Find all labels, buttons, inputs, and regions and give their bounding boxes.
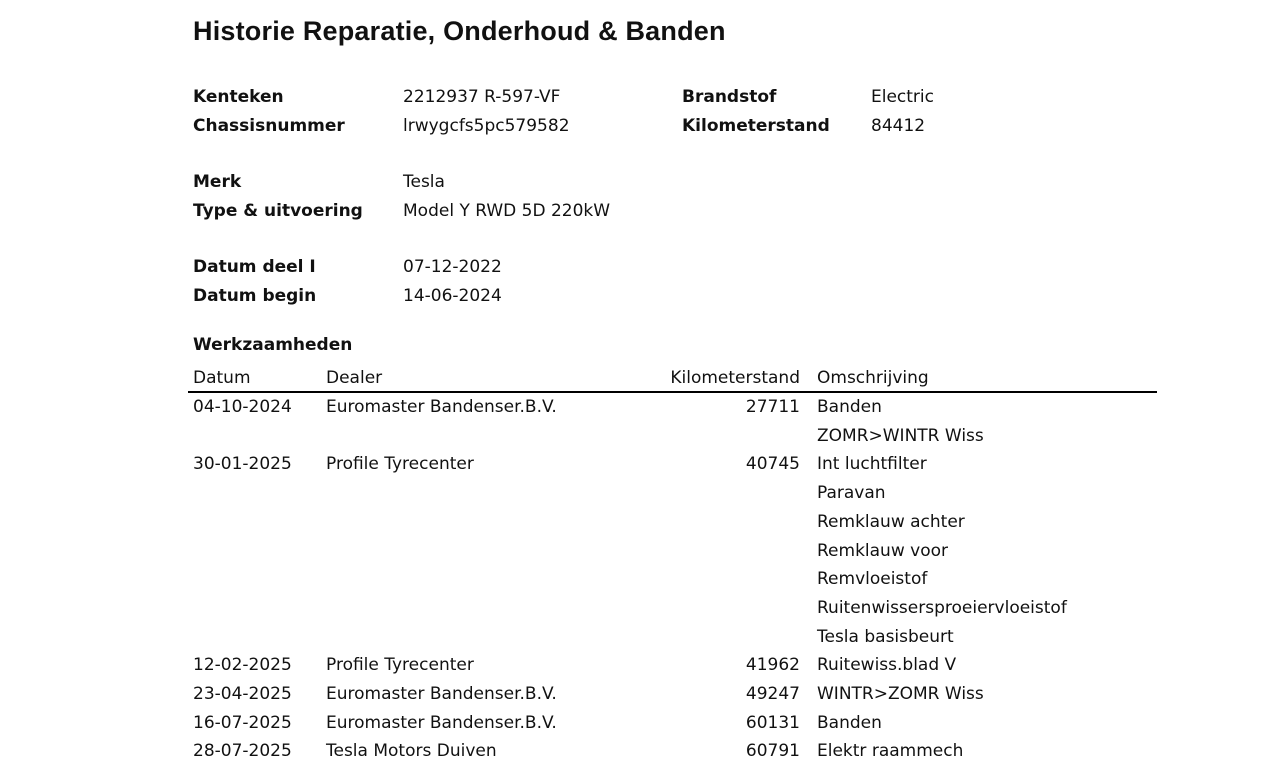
cell-omschrijving: Banden: [817, 397, 882, 417]
header-kilometerstand: Kilometerstand: [670, 368, 800, 388]
table-row: [0, 596, 1280, 625]
cell-datum: 30-01-2025: [193, 454, 292, 475]
cell-dealer: Tesla Motors Duiven: [326, 741, 497, 762]
cell-dealer: Profile Tyrecenter: [326, 655, 474, 676]
table-row: [0, 452, 1280, 481]
datum-begin-label: Datum begin: [193, 286, 317, 306]
cell-omschrijving: Remklauw achter: [817, 511, 965, 532]
cell-dealer: Euromaster Bandenser.B.V.: [326, 712, 557, 733]
table-row: [0, 682, 1280, 711]
cell-kilometerstand: 49247: [745, 684, 800, 704]
header-dealer: Dealer: [326, 368, 383, 388]
cell-datum: 12-02-2025: [193, 655, 292, 676]
cell-dealer: Euromaster Bandenser.B.V.: [326, 684, 557, 704]
page-title: Historie Reparatie, Onderhoud & Banden: [193, 16, 726, 46]
header-datum: Datum: [193, 368, 251, 388]
datum-deel-label: Datum deel I: [193, 257, 316, 277]
km-value: 84412: [871, 116, 926, 136]
table-row: [0, 539, 1280, 568]
cell-omschrijving: ZOMR>WINTR Wiss: [817, 425, 984, 446]
cell-datum: 23-04-2025: [193, 684, 292, 704]
kenteken-value: 2212937 R-597-VF: [403, 87, 561, 107]
cell-omschrijving: Remklauw voor: [817, 540, 948, 561]
cell-omschrijving: WINTR>ZOMR Wiss: [817, 684, 984, 704]
cell-omschrijving: Ruitewiss.blad V: [817, 655, 957, 676]
table-row: [0, 567, 1280, 596]
cell-omschrijving: Paravan: [817, 483, 886, 504]
table-row: [0, 625, 1280, 654]
table-row: [0, 711, 1280, 740]
cell-kilometerstand: 27711: [745, 397, 800, 417]
cell-omschrijving: Elektr raammech: [817, 741, 964, 762]
merk-label: Merk: [193, 172, 242, 192]
cell-datum: 28-07-2025: [193, 741, 292, 762]
header-divider: [188, 391, 1157, 393]
type-value: Model Y RWD 5D 220kW: [403, 201, 611, 221]
kenteken-label: Kenteken: [193, 87, 284, 107]
table-row: [0, 739, 1280, 768]
type-label: Type & uitvoering: [193, 201, 363, 221]
cell-dealer: Profile Tyrecenter: [326, 454, 474, 475]
table-row: [0, 395, 1280, 424]
chassis-label: Chassisnummer: [193, 116, 345, 136]
cell-omschrijving: Tesla basisbeurt: [817, 626, 954, 647]
cell-datum: 04-10-2024: [193, 397, 292, 417]
table-row: [0, 510, 1280, 539]
table-row: [0, 424, 1280, 453]
datum-begin-value: 14-06-2024: [403, 286, 502, 306]
km-label: Kilometerstand: [682, 116, 830, 136]
datum-deel-value: 07-12-2022: [403, 257, 502, 277]
cell-kilometerstand: 40745: [745, 454, 800, 475]
brandstof-value: Electric: [871, 87, 934, 107]
werkzaamheden-title: Werkzaamheden: [193, 335, 353, 355]
cell-kilometerstand: 41962: [745, 655, 800, 676]
cell-omschrijving: Banden: [817, 712, 882, 733]
table-row: [0, 481, 1280, 510]
cell-kilometerstand: 60791: [745, 741, 800, 762]
chassis-value: lrwygcfs5pc579582: [403, 116, 570, 136]
table-row: [0, 653, 1280, 682]
cell-omschrijving: Ruitenwissersproeiervloeistof: [817, 597, 1067, 618]
merk-value: Tesla: [403, 172, 445, 192]
cell-datum: 16-07-2025: [193, 712, 292, 733]
header-omschrijving: Omschrijving: [817, 368, 929, 388]
cell-omschrijving: Remvloeistof: [817, 569, 928, 590]
cell-kilometerstand: 60131: [745, 712, 800, 733]
cell-omschrijving: Int luchtfilter: [817, 454, 927, 475]
cell-dealer: Euromaster Bandenser.B.V.: [326, 397, 557, 417]
brandstof-label: Brandstof: [682, 87, 777, 107]
